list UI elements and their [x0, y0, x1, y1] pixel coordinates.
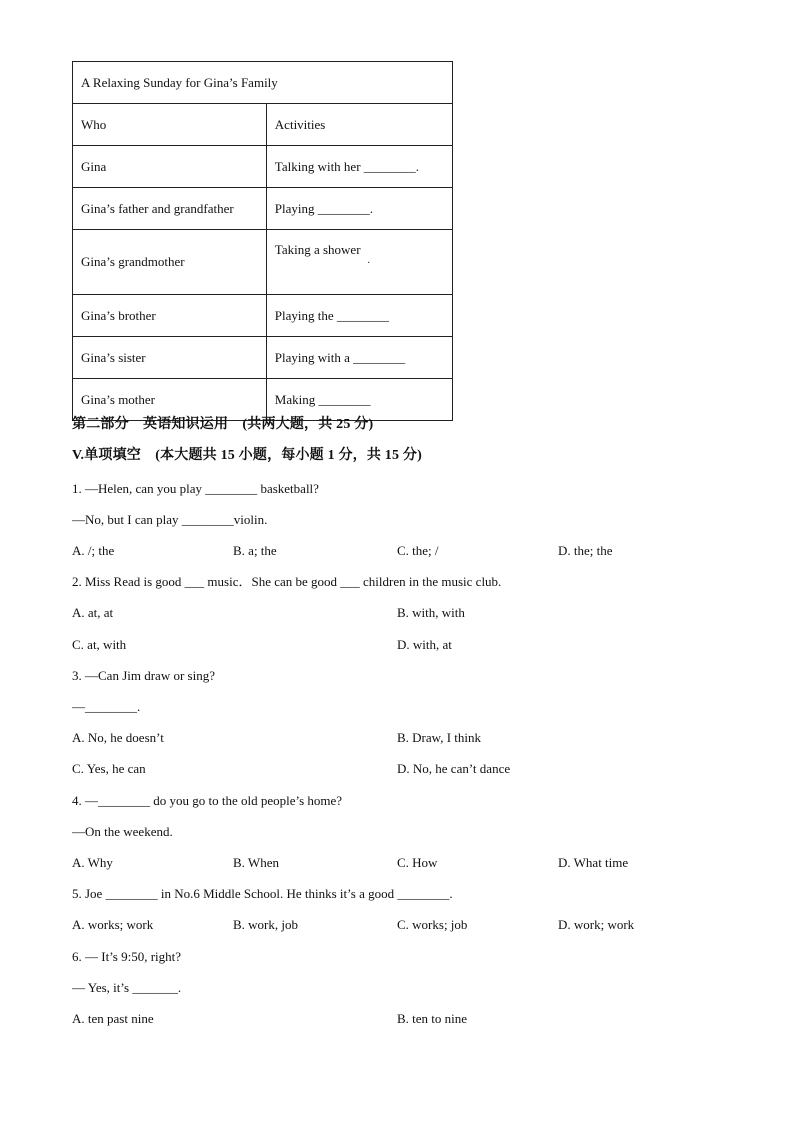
header-who: Who — [73, 104, 267, 146]
question-5-option-d: D. work; work — [558, 917, 635, 932]
question-6-stem: 6. — It’s 9:50, right? — [72, 949, 182, 964]
question-2-option-d: D. with, at — [397, 637, 452, 652]
question-2-stem: 2. Miss Read is good ___ music．She can be good ___ children in the music club. — [72, 574, 502, 589]
question-1-option-b: B. a; the — [233, 543, 277, 558]
table-row — [73, 146, 453, 188]
who-cell: Gina’s father and grandfather — [73, 188, 267, 230]
table-row — [73, 295, 453, 337]
activity-cell — [266, 230, 452, 295]
table-row — [73, 230, 453, 295]
activity-cell: Making ________ — [266, 379, 452, 421]
question-3-option-b: B. Draw, I think — [397, 730, 482, 745]
question-6-option-a: A. ten past nine — [72, 1011, 154, 1026]
table-row — [73, 188, 453, 230]
who-cell: Gina — [73, 146, 267, 188]
question-3-option-d: D. No, he can’t dance — [397, 761, 511, 776]
question-2-option-b: B. with, with — [397, 605, 465, 620]
question-5-option-c: C. works; job — [397, 917, 468, 932]
question-3-option-a: A. No, he doesn’t — [72, 730, 164, 745]
family-activities-table — [72, 61, 453, 421]
question-6-response: — Yes, it’s _______. — [72, 980, 182, 995]
who-cell: Gina’s brother — [73, 295, 267, 337]
activity-text: Taking a shower — [274, 242, 361, 257]
section5-heading: V.单项填空 (本大题共 15 小题，每小题 1 分，共 15 分) — [72, 448, 422, 463]
question-3-response: —________. — [72, 699, 141, 714]
question-5-stem: 5. Joe ________ in No.6 Middle School. He thinks it’s a good ________. — [72, 886, 453, 901]
who-cell: Gina’s sister — [73, 337, 267, 379]
question-3-stem: 3. —Can Jim draw or sing? — [72, 668, 215, 683]
table-header-row — [73, 104, 453, 146]
who-cell: Gina’s mother — [73, 379, 267, 421]
question-1-option-c: C. the; / — [397, 543, 439, 558]
question-4-option-a: A. Why — [72, 855, 113, 870]
question-6-option-b: B. ten to nine — [397, 1011, 468, 1026]
question-2-option-a: A. at, at — [72, 605, 114, 620]
question-3-option-c: C. Yes, he can — [72, 761, 146, 776]
header-activities: Activities — [266, 104, 452, 146]
question-2-option-c: C. at, with — [72, 637, 127, 652]
part2-heading: 第二部分 英语知识运用 (共两大题，共 25 分) — [72, 417, 374, 432]
question-4-option-c: C. How — [397, 855, 438, 870]
question-1-option-d: D. the; the — [558, 543, 613, 558]
question-4-stem: 4. —________ do you go to the old people’s home? — [72, 793, 343, 808]
question-1-response: —No, but I can play ________violin. — [72, 512, 268, 527]
question-5-option-b: B. work, job — [233, 917, 298, 932]
stray-mark: . — [367, 255, 370, 266]
question-4-option-b: B. When — [233, 855, 279, 870]
activity-cell: Talking with her ________. — [266, 146, 452, 188]
question-4-option-d: D. What time — [558, 855, 629, 870]
who-cell: Gina’s grandmother — [73, 230, 267, 295]
question-5-option-a: A. works; work — [72, 917, 154, 932]
question-4-response: —On the weekend. — [72, 824, 173, 839]
question-1-option-a: A. /; the — [72, 543, 115, 558]
table-row — [73, 337, 453, 379]
table-row — [73, 379, 453, 421]
activity-cell: Playing with a ________ — [266, 337, 452, 379]
question-1-stem: 1. —Helen, can you play ________ basketball? — [72, 481, 319, 496]
activity-cell: Playing ________. — [266, 188, 452, 230]
table-title: A Relaxing Sunday for Gina’s Family — [73, 62, 453, 104]
activity-cell: Playing the ________ — [266, 295, 452, 337]
